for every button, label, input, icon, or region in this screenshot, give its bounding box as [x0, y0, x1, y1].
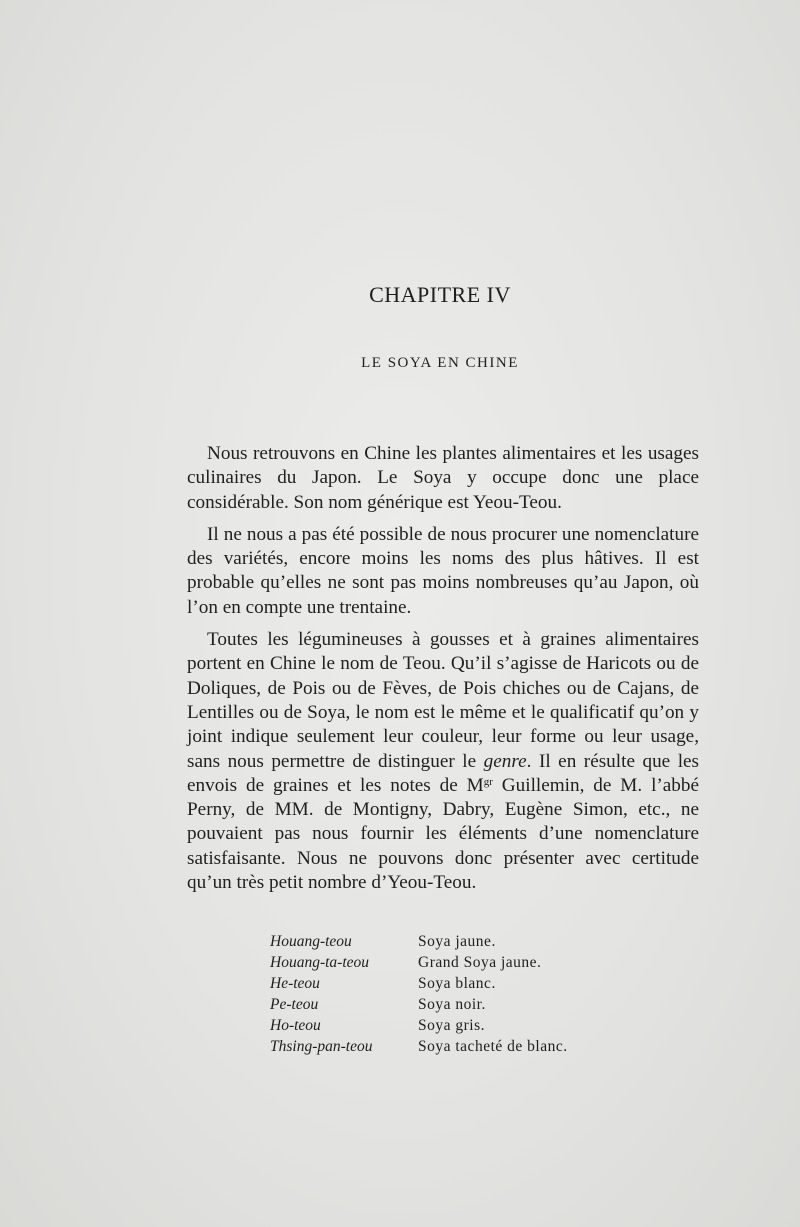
paragraph-2: Il ne nous a pas été possible de nous procurer une nomenclature des variétés, encore moins les noms des plus hâtives. Il est probable qu’elles ne sont pas moins nombreuses qu’au Japon, où l’on en compte une trentaine. [187, 523, 699, 618]
section-title: LE SOYA EN CHINE [361, 355, 519, 371]
paragraph-3-part-2: . Il en résulte que les envois de graines et les notes de M [187, 750, 700, 796]
variety-name: Houang-teou [270, 933, 352, 950]
variety-row [270, 994, 630, 1015]
variety-list [270, 931, 630, 1057]
variety-description: Grand Soya jaune. [418, 954, 542, 971]
variety-name: Houang-ta-teou [270, 954, 370, 971]
variety-row [270, 952, 630, 973]
variety-row [270, 973, 630, 994]
variety-row [270, 1036, 630, 1057]
variety-description: Soya gris. [418, 1017, 485, 1034]
paragraph-3-part-3: Guillemin, de M. l’abbé Perny, de MM. de Montigny, Dabry, Eugène Simon, etc., ne pouvaient pas nous fournir les éléments d’une nomenclature satisfaisante. Nous ne pouvons donc présenter avec certitude qu’un très petit nombre d’Yeou-Teou. [187, 774, 700, 894]
variety-description: Soya blanc. [418, 975, 496, 992]
body-text [187, 442, 699, 903]
variety-description: Soya tacheté de blanc. [418, 1038, 568, 1055]
paragraph-3 [187, 628, 699, 895]
variety-row [270, 931, 630, 952]
variety-name: Ho-teou [270, 1017, 321, 1034]
paragraph-3-part-1: Toutes les légumineuses à gousses et à graines alimentaires portent en Chine le nom de Teou. Qu’il s’agisse de Haricots ou de Doliques, de Pois ou de Fèves, de Pois chiches ou de Cajans, de Lentilles ou de Soya, le nom est le même et le qualificatif qu’on y joint indique seulement leur couleur, leur forme ou leur usage, sans nous permettre de distinguer le [187, 629, 699, 772]
variety-name: Pe-teou [270, 996, 319, 1013]
paragraph-1: Nous retrouvons en Chine les plantes alimentaires et les usages culinaires du Japon. Le Soya y occupe donc une place considérable. Son nom générique est Yeou-Teou. [187, 443, 699, 513]
variety-description: Soya noir. [418, 996, 486, 1013]
chapter-title: CHAPITRE IV [369, 282, 511, 307]
variety-description: Soya jaune. [418, 933, 496, 950]
variety-name: He-teou [270, 975, 320, 992]
variety-name: Thsing-pan-teou [270, 1038, 373, 1055]
genre-emphasis: genre [483, 750, 527, 772]
variety-row [270, 1015, 630, 1036]
monseigneur-superscript: gr [483, 775, 493, 788]
